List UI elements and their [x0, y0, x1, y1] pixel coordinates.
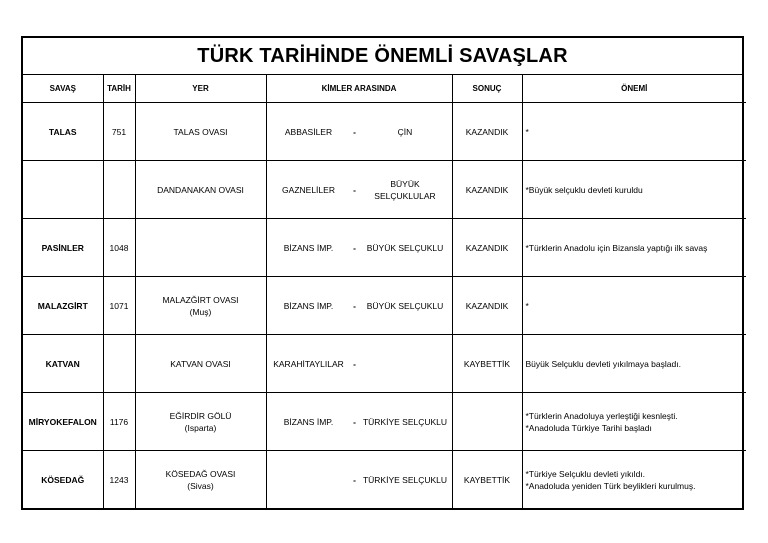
cell-tarih [103, 335, 135, 393]
versus-dash: - [353, 184, 356, 195]
onemi-line-1: Büyük Selçuklu devleti yıkılmaya başladı. [525, 358, 681, 369]
cell-kimler [266, 103, 452, 161]
cell-tarih: 751 [103, 103, 135, 161]
side-a: GAZNELİLER [282, 184, 335, 195]
onemi-line-2: *Anadoluda Türkiye Tarihi başladı [525, 422, 652, 433]
cell-savas: KATVAN [23, 335, 103, 393]
cell-kimler [266, 277, 452, 335]
onemi-line-1: *Büyük selçuklu devleti kuruldu [525, 184, 643, 195]
cell-onemi [522, 103, 746, 161]
cell-yer [135, 219, 266, 277]
header-onemi: ÖNEMİ [522, 75, 746, 103]
table-row [23, 219, 746, 277]
yer-line-1: EĞİRDİR GÖLÜ [169, 410, 232, 421]
onemi-line-1: *Türklerin Anadolu için Bizansla yaptığı ilk savaş [525, 242, 708, 253]
versus-dash: - [353, 242, 356, 253]
side-a: BİZANS İMP. [283, 242, 334, 253]
cell-kimler [266, 219, 452, 277]
cell-onemi [522, 277, 746, 335]
yer-line-2: (Sivas) [187, 480, 214, 491]
cell-yer [135, 335, 266, 393]
cell-sonuc: KAZANDIK [452, 161, 522, 219]
cell-savas: MALAZGİRT [23, 277, 103, 335]
header-sonuc: SONUÇ [452, 75, 522, 103]
header-yer: YER [135, 75, 266, 103]
cell-yer [135, 103, 266, 161]
table-row [23, 393, 746, 451]
cell-onemi [522, 161, 746, 219]
cell-onemi [522, 451, 746, 509]
side-a: KARAHİTAYLILAR [273, 358, 344, 369]
cell-yer [135, 451, 266, 509]
table-row [23, 103, 746, 161]
header-kimler: KİMLER ARASINDA [266, 75, 452, 103]
cell-sonuc: KAYBETTİK [452, 335, 522, 393]
onemi-line-1: *Türkiye Selçuklu devleti yıkıldı. [525, 468, 646, 479]
onemi-line-1: * [525, 300, 529, 311]
yer-line-1: KÖSEDAĞ OVASI [165, 468, 236, 479]
cell-tarih: 1048 [103, 219, 135, 277]
onemi-line-1: * [525, 126, 529, 137]
cell-kimler [266, 393, 452, 451]
yer-line-1: MALAZĞİRT OVASI [162, 294, 239, 305]
cell-tarih: 1176 [103, 393, 135, 451]
cell-tarih: 1071 [103, 277, 135, 335]
cell-tarih [103, 161, 135, 219]
table-row [23, 335, 746, 393]
cell-sonuc: KAZANDIK [452, 219, 522, 277]
side-a: BİZANS İMP. [283, 300, 334, 311]
cell-onemi [522, 335, 746, 393]
side-b: TÜRKİYE SELÇUKLU [362, 474, 448, 485]
side-b: BÜYÜK SELÇUKLU [366, 242, 444, 253]
yer-line-2: (Isparta) [184, 422, 217, 433]
header-row [23, 75, 746, 103]
battles-sheet [21, 36, 744, 510]
cell-yer [135, 393, 266, 451]
cell-yer [135, 277, 266, 335]
table-row [23, 161, 746, 219]
onemi-line-2: *Anadoluda yeniden Türk beylikleri kurulmuş. [525, 480, 696, 491]
cell-savas: PASİNLER [23, 219, 103, 277]
versus-dash: - [353, 416, 356, 427]
versus-dash: - [353, 474, 356, 485]
cell-onemi [522, 393, 746, 451]
cell-kimler [266, 161, 452, 219]
cell-sonuc: KAYBETTİK [452, 451, 522, 509]
side-a: ABBASİLER [284, 126, 333, 137]
side-b: TÜRKİYE SELÇUKLU [362, 416, 448, 427]
table-row [23, 451, 746, 509]
versus-dash: - [353, 358, 356, 369]
cell-savas [23, 161, 103, 219]
page-title: TÜRK TARİHİNDE ÖNEMLİ SAVAŞLAR [23, 38, 742, 75]
cell-sonuc: KAZANDIK [452, 103, 522, 161]
cell-tarih: 1243 [103, 451, 135, 509]
cell-savas: TALAS [23, 103, 103, 161]
cell-yer [135, 161, 266, 219]
versus-dash: - [353, 300, 356, 311]
cell-kimler [266, 451, 452, 509]
yer-line-1: TALAS OVASI [173, 126, 228, 137]
cell-savas: MİRYOKEFALON [23, 393, 103, 451]
side-b: ÇİN [397, 126, 413, 137]
side-a: BİZANS İMP. [283, 416, 334, 427]
side-b: BÜYÜK SELÇUKLU [366, 300, 444, 311]
yer-line-1: KATVAN OVASI [170, 358, 231, 369]
yer-line-1: DANDANAKAN OVASI [157, 184, 244, 195]
yer-line-2: (Muş) [189, 306, 212, 317]
battles-table [23, 75, 746, 508]
onemi-line-1: *Türklerin Anadoluya yerleştiği kesnleşti. [525, 410, 678, 421]
cell-savas: KÖSEDAĞ [23, 451, 103, 509]
side-b: BÜYÜK SELÇUKLULAR [374, 178, 436, 201]
versus-dash: - [353, 126, 356, 137]
cell-sonuc: KAZANDIK [452, 277, 522, 335]
cell-kimler [266, 335, 452, 393]
header-tarih: TARİH [103, 75, 135, 103]
table-row [23, 277, 746, 335]
header-savas: SAVAŞ [23, 75, 103, 103]
cell-sonuc [452, 393, 522, 451]
cell-onemi [522, 219, 746, 277]
